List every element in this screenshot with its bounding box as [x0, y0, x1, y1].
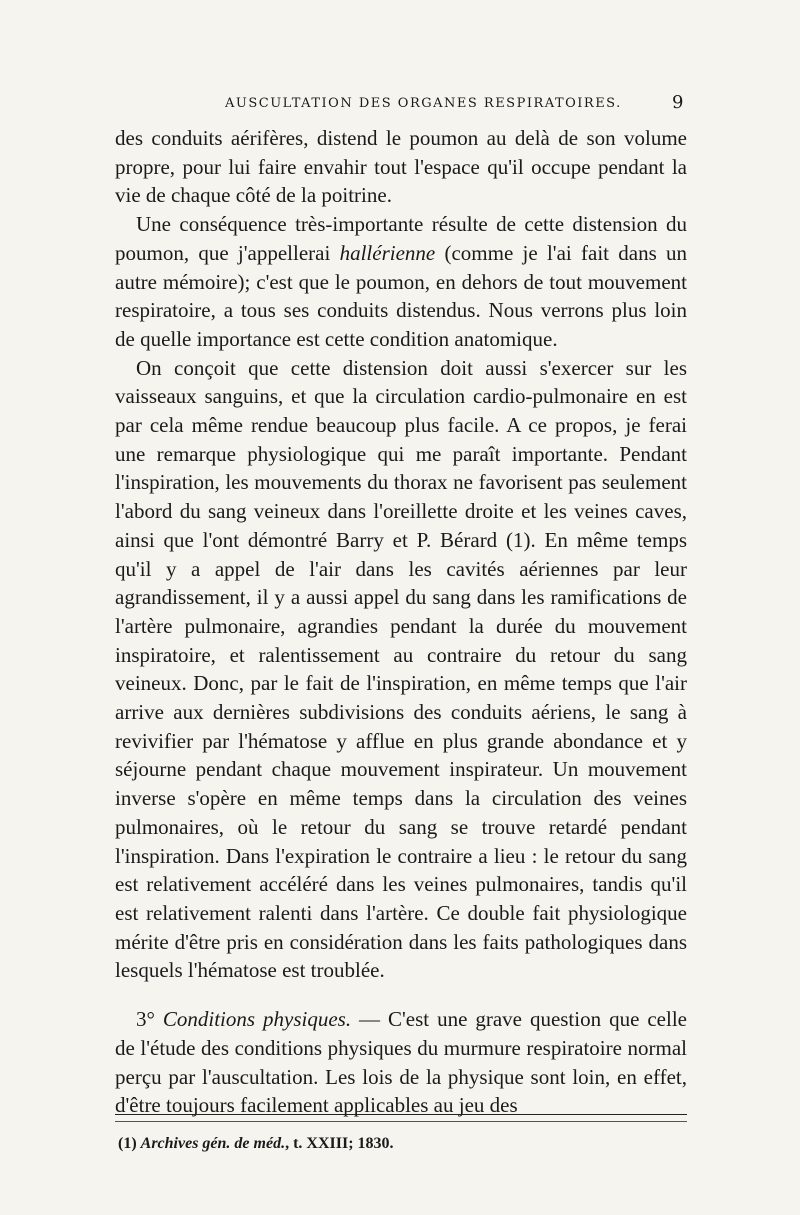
- paragraph-2: [115, 210, 687, 354]
- paragraph-1: [115, 124, 687, 210]
- paragraph-3-text: On conçoit que cette distension doit aussi s'exercer sur les vaisseaux sanguins, et que la circulation cardio-pulmonaire en est par cela même rendue beaucoup plus facile. A ce propos, je ferai une remarque physiologique qui me paraît importante. Pendant l'inspiration, les mouvements du thorax ne favorisent pas seulement l'abord du sang veineux dans l'oreillette droite et les veines caves, ainsi que l'ont démontré Barry et P. Bérard (1). En même temps qu'il y a appel de l'air dans les cavités aériennes par leur agrandissement, il y a aussi appel du sang dans les ramifications de l'artère pulmonaire, agrandies pendant la durée du mouvement inspiratoire, et ralentissement au contraire du retour du sang veineux. Donc, par le fait de l'inspiration, en même temps que l'air arrive aux dernières subdivisions des conduits aériens, le sang à revivifier par l'hématose y afflue en plus grande abondance et y séjourne pendant chaque mouvement inspirateur. Un mouvement inverse s'opère en même temps dans la circulation des veines pulmonaires, où le retour du sang se trouve retardé pendant l'inspiration. Dans l'expiration le contraire a lieu : le retour du sang est relativement accéléré dans les veines pulmonaires, tandis qu'il est relativement ralenti dans l'artère. Ce double fait physiologique mérite d'être pris en considération dans les faits pathologiques dans lesquels l'hématose est troublée.: [115, 355, 687, 983]
- footnote: [118, 1135, 688, 1153]
- italic-term: hallérienne: [339, 240, 436, 265]
- footnote-source: Archives gén. de méd.: [140, 1135, 286, 1152]
- section-heading: Conditions physiques.: [162, 1007, 352, 1032]
- footnote-rest: , t. XXIII; 1830.: [285, 1135, 394, 1152]
- footnote-rule-thin: [115, 1121, 687, 1122]
- paragraph-4-text: — C'est une grave question que celle de l'étude des conditions physiques du murmure respiratoire normal perçu par l'auscultation. Les lois de la physique sont loin, en effet, d'être toujours facilement applicables au jeu des: [115, 1007, 687, 1118]
- body-text: [115, 124, 687, 1120]
- paragraph-3: [115, 354, 687, 985]
- paragraph-2-text-a: Une conséquence très-importante résulte de cette distension du poumon, que j'appellerai: [115, 212, 687, 265]
- running-head: [115, 92, 687, 118]
- page-number: 9: [672, 92, 685, 113]
- paragraph-4: [115, 1005, 687, 1120]
- running-title: AUSCULTATION DES ORGANES RESPIRATOIRES.: [225, 96, 622, 111]
- page: [115, 92, 687, 1120]
- paragraph-1-text: des conduits aérifères, distend le poumon au delà de son volume propre, pour lui faire envahir tout l'espace qu'il occupe pendant la vie de chaque côté de la poitrine.: [115, 126, 687, 208]
- section-number: 3°: [136, 1007, 163, 1032]
- footnote-rule: [115, 1114, 687, 1115]
- paragraph-2-text-b: (comme je l'ai fait dans un autre mémoire); c'est que le poumon, en dehors de tout mouvement respiratoire, a tous ses conduits distendus. Nous verrons plus loin de quelle importance est cette condition anatomique.: [115, 240, 687, 351]
- footnote-marker: (1): [118, 1135, 141, 1152]
